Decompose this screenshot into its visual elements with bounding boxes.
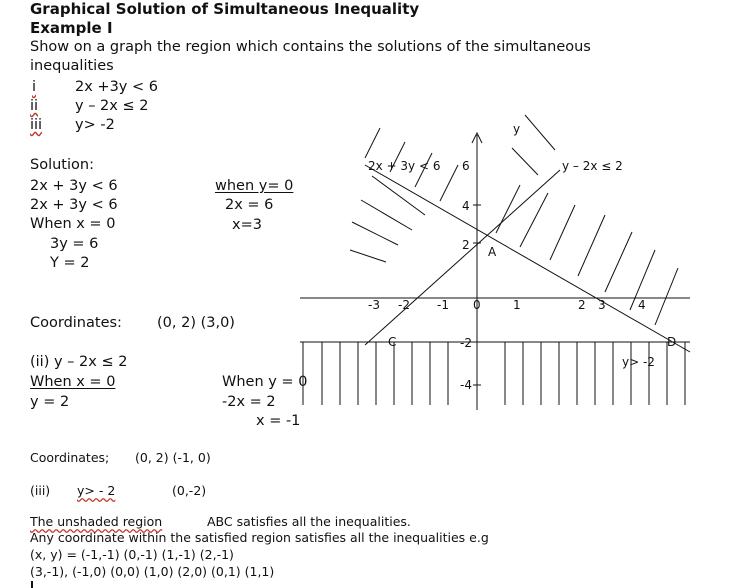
- example-heading: Example I: [30, 19, 113, 37]
- page-title: Graphical Solution of Simultaneous Inequality: [30, 0, 420, 18]
- x-tick-label: -2: [398, 298, 410, 312]
- prompt-line-1: Show on a graph the region which contains the solutions of the simultaneous: [30, 39, 591, 55]
- conclusion-line-1a: The unshaded region: [30, 514, 163, 529]
- hatch-region-1: [365, 128, 548, 247]
- part2-line-1: (ii) y – 2x ≤ 2: [30, 354, 128, 370]
- y-tick-label: 4: [462, 199, 470, 213]
- x-tick-label: 1: [513, 298, 521, 312]
- coordinates-value-2: (0, 2) (-1, 0): [135, 450, 211, 465]
- hatch-region-2: [350, 115, 555, 262]
- solution-line-3: When x = 0: [30, 216, 116, 232]
- hatch-region-4: [303, 342, 685, 405]
- coordinates-label-2: Coordinates;: [30, 450, 110, 465]
- solution-line-5: Y = 2: [50, 255, 90, 271]
- coordinates-value-1: (0, 2) (3,0): [157, 315, 235, 331]
- part2-when-y-1: When y = 0: [222, 374, 308, 390]
- x-tick-label: 2: [578, 298, 586, 312]
- prompt-line-2: inequalities: [30, 58, 114, 74]
- when-y-line-3: x=3: [232, 217, 262, 233]
- solution-heading: Solution:: [30, 157, 94, 173]
- y-tick-label: 2: [462, 238, 470, 252]
- point-c-label: C: [388, 335, 397, 349]
- coordinates-label-1: Coordinates:: [30, 315, 122, 331]
- inequality-num-3: iii: [30, 117, 43, 133]
- part2-line-3: y = 2: [30, 394, 70, 410]
- solution-line-4: 3y = 6: [50, 236, 99, 252]
- y-tick-label: -4: [460, 378, 472, 392]
- part3-coord: (0,-2): [172, 483, 207, 498]
- point-d-label: D: [667, 335, 677, 349]
- when-y-zero: when y= 0: [215, 178, 294, 194]
- label-inequality-2: y – 2x ≤ 2: [562, 159, 623, 173]
- y-tick-label: 6: [462, 159, 470, 173]
- part3-expr: y> - 2: [77, 483, 116, 498]
- line-y-2x-2: [365, 170, 560, 345]
- point-a-label: A: [488, 245, 497, 259]
- inequality-num-1: i: [32, 79, 37, 95]
- when-y-line-2: 2x = 6: [225, 197, 274, 213]
- conclusion-line-1b: ABC satisfies all the inequalities.: [207, 514, 411, 529]
- line-2x-3y-6: [365, 165, 690, 352]
- conclusion-line-4: (3,-1), (-1,0) (0,0) (1,0) (2,0) (0,1) (1,1): [30, 564, 275, 579]
- conclusion-line-2: Any coordinate within the satisfied region satisfies all the inequalities e.g: [30, 530, 489, 545]
- inequality-num-2: ii: [30, 98, 39, 114]
- part2-line-2: When x = 0: [30, 374, 116, 390]
- x-tick-label: 4: [638, 298, 646, 312]
- hatch-region-3: [550, 205, 678, 325]
- y-axis-label: y: [513, 122, 521, 136]
- part2-when-y-2: -2x = 2: [222, 394, 276, 410]
- label-inequality-3: y> -2: [622, 355, 655, 369]
- part2-when-y-3: x = -1: [256, 413, 301, 429]
- solution-line-2: 2x + 3y < 6: [30, 197, 118, 213]
- inequality-expr-1: 2x +3y < 6: [75, 79, 158, 95]
- inequality-expr-3: y> -2: [75, 117, 115, 133]
- part3-label: (iii): [30, 483, 51, 498]
- solution-line-1: 2x + 3y < 6: [30, 178, 118, 194]
- label-inequality-1: 2x + 3y < 6: [368, 159, 441, 173]
- conclusion-line-3: (x, y) = (-1,-1) (0,-1) (1,-1) (2,-1): [30, 547, 234, 562]
- x-tick-label: -3: [368, 298, 380, 312]
- x-tick-label: 3: [598, 298, 606, 312]
- x-tick-label: -1: [437, 298, 449, 312]
- x-tick-label: 0: [473, 298, 481, 312]
- y-tick-label: -2: [460, 336, 472, 350]
- inequality-expr-2: y – 2x ≤ 2: [75, 98, 149, 114]
